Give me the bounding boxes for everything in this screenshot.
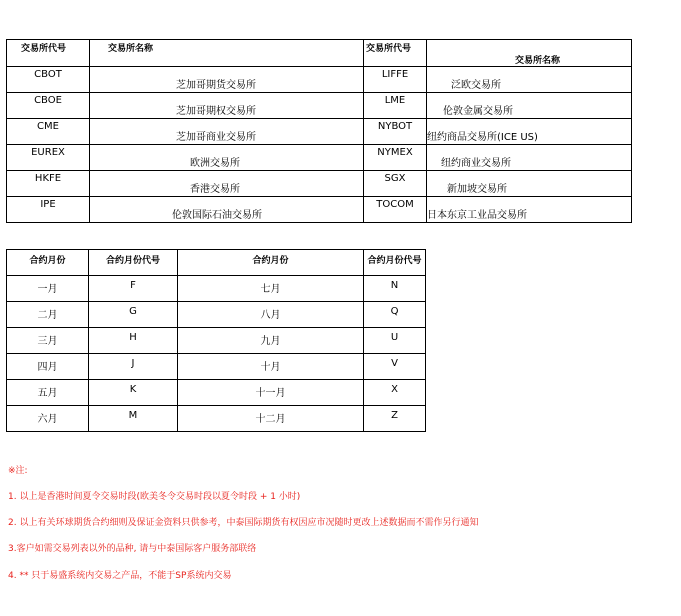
exchange-name-cell [427,67,632,93]
month-name: 五月 [7,380,89,406]
exchange-code: CBOT [7,67,90,93]
exchange-name-cell [427,171,632,197]
exchange-name-cell [90,67,364,93]
month-name: 六月 [7,406,89,432]
exchange-name: 泛欧交易所 [451,80,501,91]
month-row [7,302,426,328]
exchange-name-cell [90,93,364,119]
month-code: U [364,328,426,354]
month-name: 三月 [7,328,89,354]
month-name: 八月 [178,302,364,328]
exchange-name: 伦敦国际石油交易所 [172,210,262,221]
exchange-name-cell [90,197,364,223]
month-code: M [89,406,178,432]
note-2: 2. 以上有关环球期货合约细则及保证金资料只供参考，中泰国际期货有权因应市况随时更改上述数据而不需作另行通知 [8,518,479,528]
exchange-code: NYMEX [364,145,427,171]
month-name: 二月 [7,302,89,328]
exchange-name: 日本东京工业品交易所 [427,210,527,221]
month-table-header [7,250,426,276]
header-exchange-code: 交易所代号 [7,40,90,67]
exchange-code: EUREX [7,145,90,171]
header-contract-month-2: 合约月份 [178,250,364,276]
exchange-code: LIFFE [364,67,427,93]
header-exchange-code-2: 交易所代号 [364,40,427,67]
exchange-code: CME [7,119,90,145]
exchange-name: 新加坡交易所 [447,184,507,195]
exchange-name: 伦敦金属交易所 [443,106,513,117]
month-row [7,276,426,302]
exchange-name: 芝加哥期权交易所 [176,106,256,117]
month-code: N [364,276,426,302]
exchange-code: LME [364,93,427,119]
exchange-code: HKFE [7,171,90,197]
month-name: 七月 [178,276,364,302]
month-row [7,380,426,406]
exchange-name: 香港交易所 [190,184,240,195]
header-contract-month-code-2: 合约月份代号 [364,250,426,276]
month-code: J [89,354,178,380]
exchange-code: SGX [364,171,427,197]
exchange-name: 芝加哥商业交易所 [176,132,256,143]
exchange-name-cell [427,197,632,223]
month-row [7,328,426,354]
header-exchange-name: 交易所名称 [90,40,364,67]
note-1: 1. 以上是香港时间夏令交易时段(欧美冬令交易时段以夏令时段 + 1 小时) [8,492,301,502]
exchange-row [7,93,632,119]
exchange-name: 纽约商品交易所(ICE US) [427,132,538,143]
month-name: 十一月 [178,380,364,406]
note-3: 3.客户如需交易列表以外的品种, 请与中泰国际客户服务部联络 [8,544,257,554]
exchange-name-cell [90,145,364,171]
exchange-name: 纽约商业交易所 [441,158,511,169]
exchange-row [7,171,632,197]
exchange-name-cell [90,119,364,145]
note-4: 4. ** 只于易盛系统内交易之产品，不能于SP系统内交易 [8,571,232,581]
month-row [7,354,426,380]
exchange-name-cell [90,171,364,197]
exchange-row [7,197,632,223]
exchange-row [7,67,632,93]
notes-heading: ※注: [8,466,28,476]
month-code: G [89,302,178,328]
exchange-name-cell [427,93,632,119]
exchange-name: 芝加哥期货交易所 [176,80,256,91]
month-code: X [364,380,426,406]
month-name: 十二月 [178,406,364,432]
exchange-name-cell [427,145,632,171]
month-name: 十月 [178,354,364,380]
header-exchange-name-2: 交易所名称 [427,40,632,67]
exchange-code: TOCOM [364,197,427,223]
month-code: V [364,354,426,380]
month-name: 一月 [7,276,89,302]
exchange-code: NYBOT [364,119,427,145]
month-name: 四月 [7,354,89,380]
month-code: K [89,380,178,406]
header-contract-month-code: 合约月份代号 [89,250,178,276]
exchange-row [7,119,632,145]
month-code: Q [364,302,426,328]
exchange-name: 欧洲交易所 [190,158,240,169]
exchange-name-cell [427,119,632,145]
month-name: 九月 [178,328,364,354]
month-code-table [6,249,426,432]
month-code: F [89,276,178,302]
exchange-row [7,145,632,171]
exchange-table [6,39,632,223]
month-row [7,406,426,432]
exchange-code: CBOE [7,93,90,119]
month-code: H [89,328,178,354]
exchange-table-header [7,40,632,67]
month-code: Z [364,406,426,432]
exchange-code: IPE [7,197,90,223]
header-contract-month: 合约月份 [7,250,89,276]
